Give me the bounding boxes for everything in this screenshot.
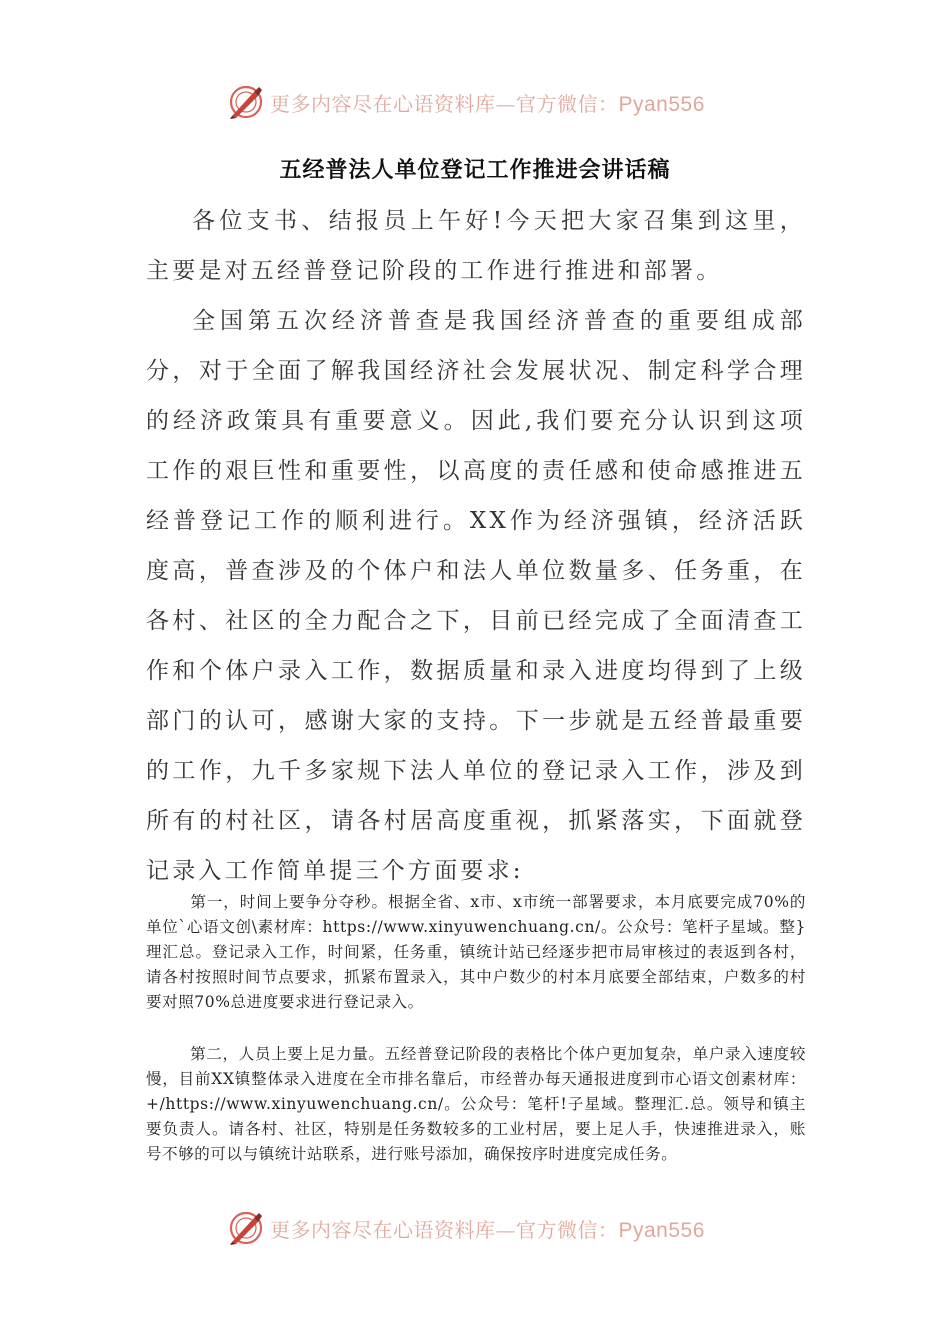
banner-handle: Pyan556 <box>618 92 705 116</box>
banner-text <box>270 1214 705 1243</box>
body-paragraph-2: 全国第五次经济普查是我国经济普查的重要组成部分，对于全面了解我国经济社会发展状况、制定科学合理的经济政策具有重要意义。因此,我们要充分认识到这项工作的艰巨性和重要性，以高度的责任感和使命感推进五经普登记工作的顺利进行。XX作为经济强镇，经济活跃度高，普查涉及的个体户和法人单位数量多、任务重，在各村、社区的全力配合之下，目前已经完成了全面清查工作和个体户录入工作，数据质量和录入进度均得到了上级部门的认可，感谢大家的支持。下一步就是五经普最重要的工作，九千多家规下法人单位的登记录入工作，涉及到所有的村社区，请各村居高度重视，抓紧落实，下面就登记录入工作简单提三个方面要求: <box>146 308 806 884</box>
banner-main-text: 更多内容尽在心语资料库 <box>270 1217 496 1242</box>
footer-banner <box>226 1208 746 1248</box>
pen-logo-icon <box>226 82 266 122</box>
banner-label: 官方微信： <box>516 1217 619 1242</box>
banner-handle: Pyan556 <box>618 1218 705 1242</box>
banner-text <box>270 88 705 117</box>
banner-label: 官方微信： <box>516 91 619 116</box>
pen-logo-icon <box>226 1208 266 1248</box>
small-paragraph-1 <box>146 890 806 1015</box>
small-paragraph-2 <box>146 1042 806 1167</box>
small-paragraph-2-text: 第二，人员上要上足力量。五经普登记阶段的表格比个体户更加复杂，单户录入速度较慢，目前XX镇整体录入进度在全市排名靠后，市经普办每天通报进度到市心语文创素材库：+/https://www.xinyuwenchuang.cn/。公众号：笔杆!子星域。整理汇.总。领导和镇主要负责人。请各村、社区，特别是任务数较多的工业村居，要上足人手，快速推进录入，账号不够的可以与镇统计站联系，进行账号添加，确保按序时进度完成任务。 <box>146 1045 806 1163</box>
banner-separator: — <box>495 91 516 116</box>
body-paragraph-1: 各位支书、结报员上午好!今天把大家召集到这里，主要是对五经普登记阶段的工作进行推进和部署。 <box>146 208 806 284</box>
header-banner <box>226 82 746 122</box>
banner-separator: — <box>495 1217 516 1242</box>
banner-main-text: 更多内容尽在心语资料库 <box>270 91 496 116</box>
document-title: 五经普法人单位登记工作推进会讲话稿 <box>279 158 671 183</box>
small-paragraph-1-text: 第一，时间上要争分夺秒。根据全省、x市、x市统一部署要求，本月底要完成70%的单位`心语文创\素材库：https://www.xinyuwenchuang.cn/。公众号：笔杆子星域。整}理汇总。登记录入工作，时间紧，任务重，镇统计站已经逐步把市局审核过的表返到各村，请各村按照时间节点要求，抓紧布置录入，其中户数少的村本月底要全部结束，户数多的村要对照70%总进度要求进行登记录入。 <box>146 893 806 1011</box>
